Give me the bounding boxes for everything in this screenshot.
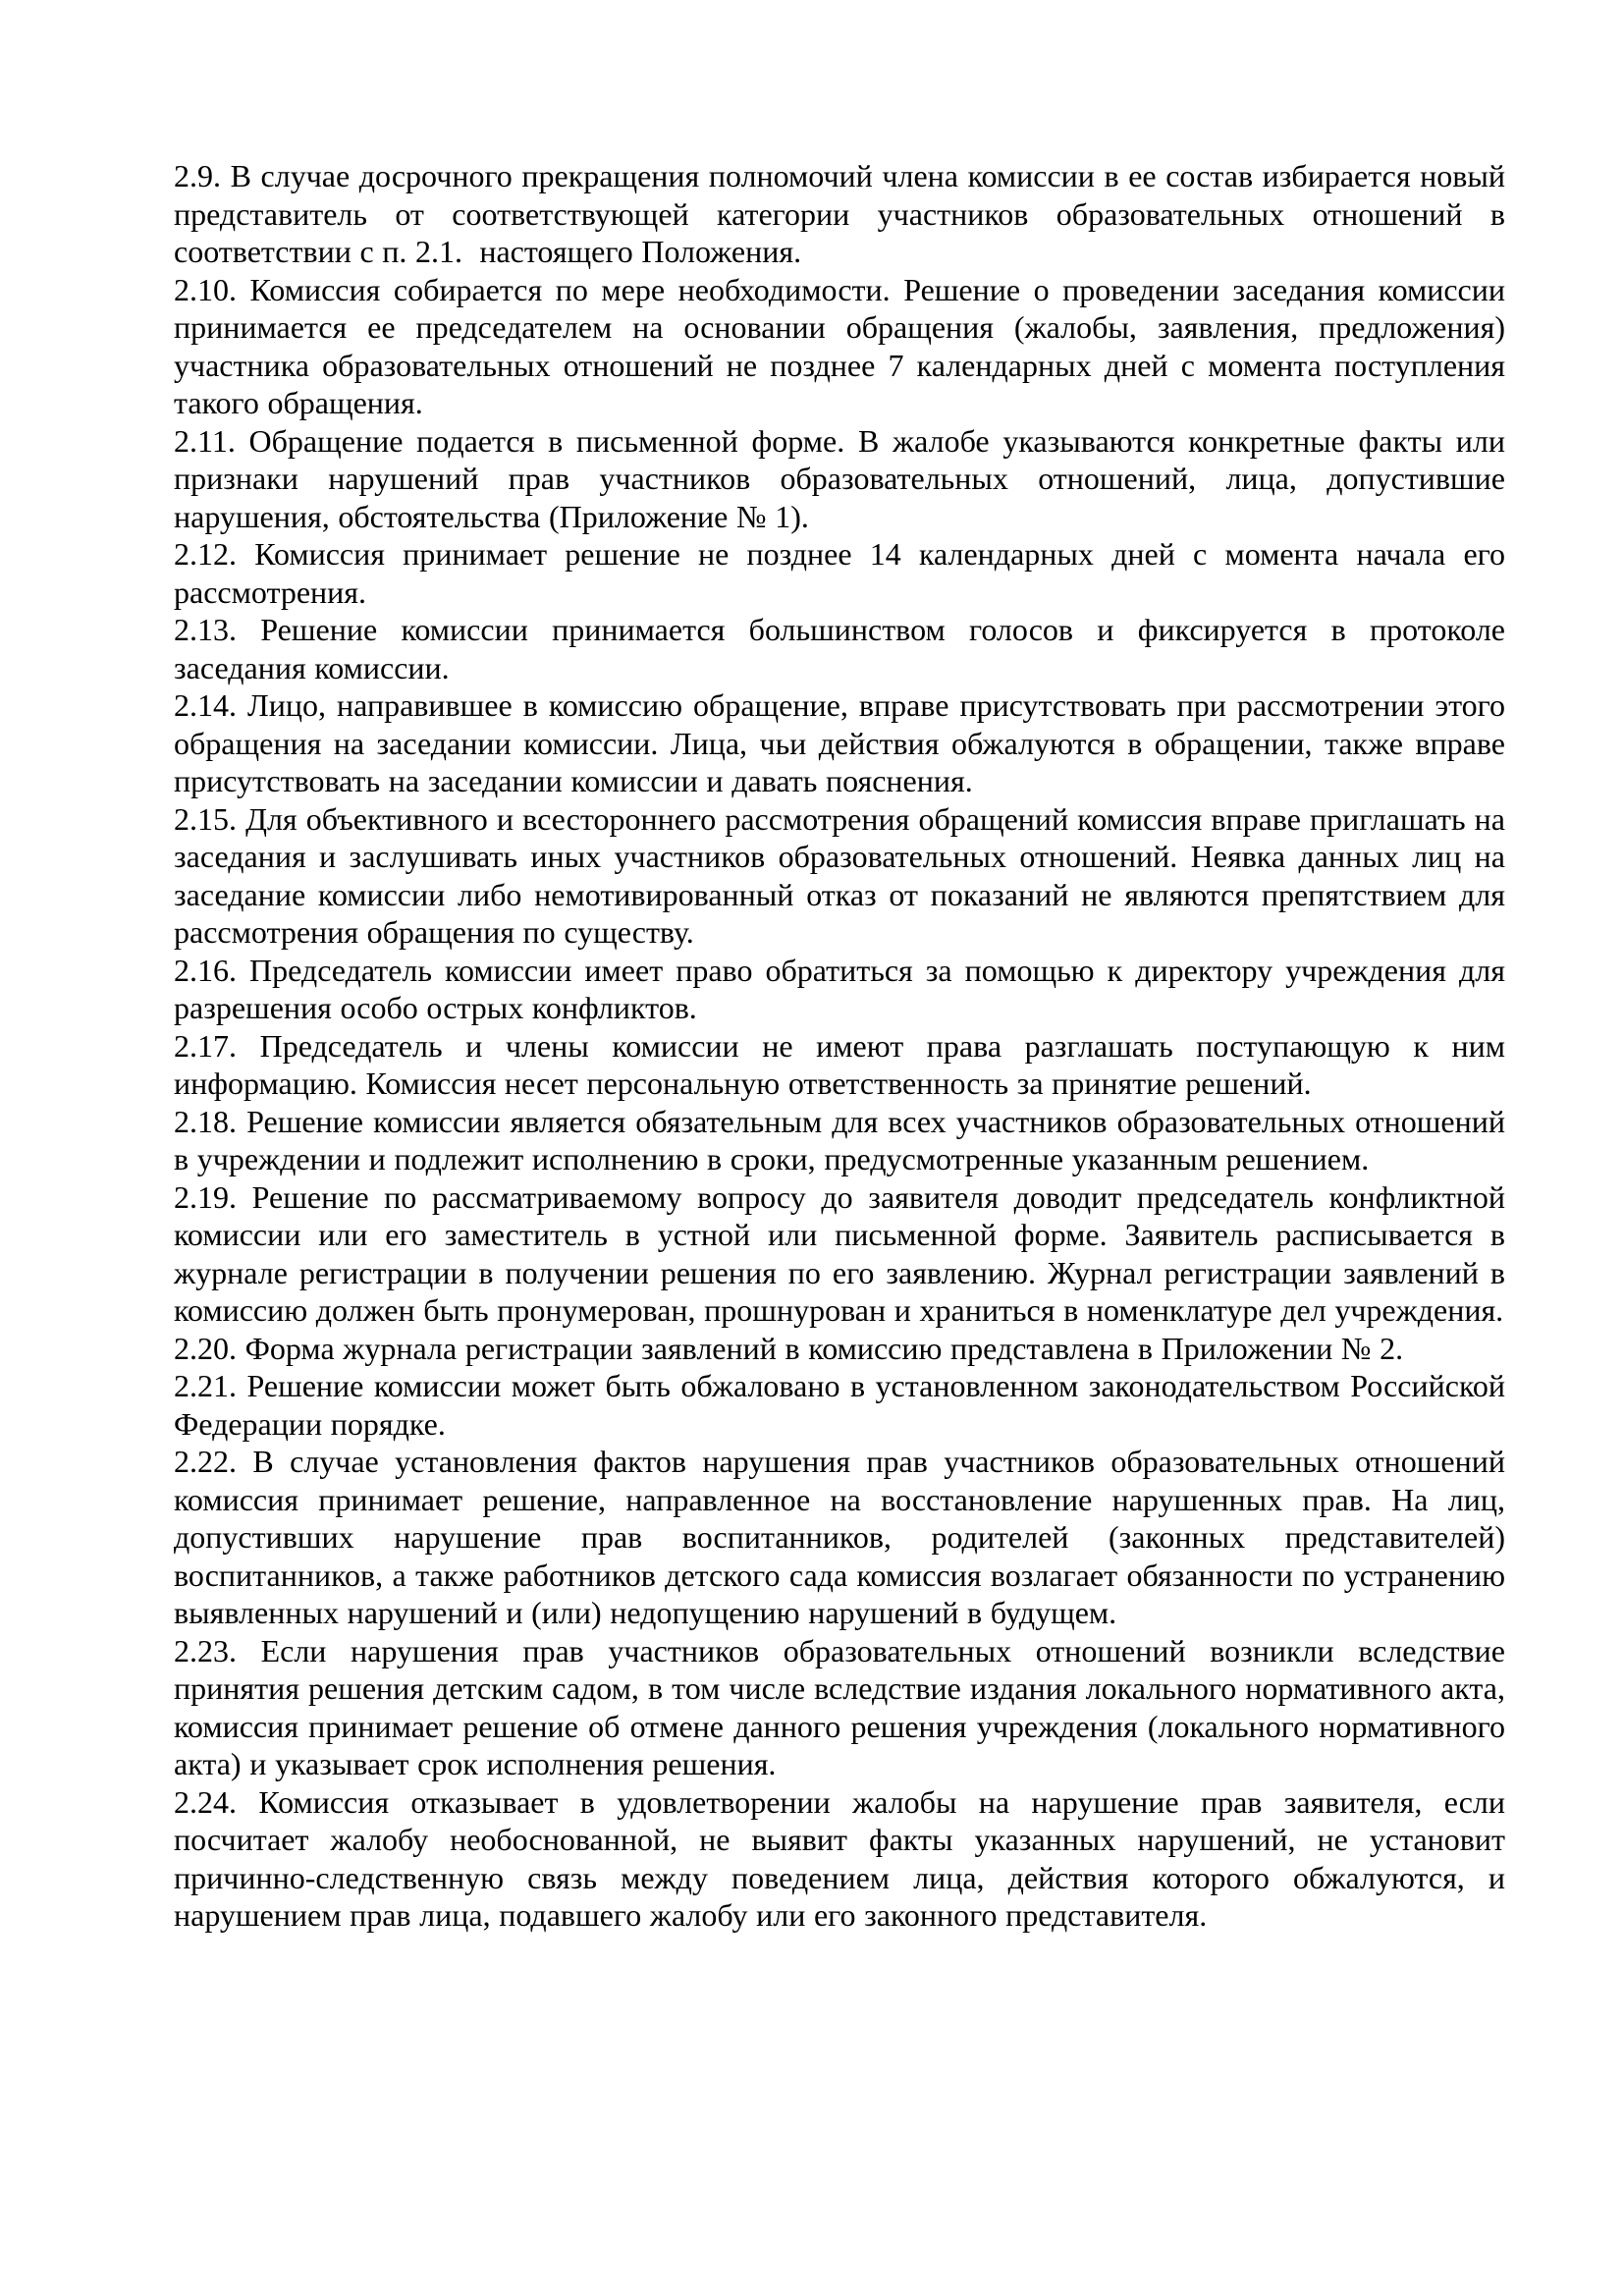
paragraph-2-24: 2.24. Комиссия отказывает в удовлетворении жалобы на нарушение прав заявителя, если посчитает жалобу необоснованной, не выявит факты указанных нарушений, не установит причинно-следственную связь между поведением лица, действия которого обжалуются, и нарушением прав лица, подавшего жалобу или его законного представителя.: [174, 1783, 1505, 1933]
paragraph-2-9: 2.9. В случае досрочного прекращения полномочий члена комиссии в ее состав избирается новый представитель от соответствующей категории участников образовательных отношений в соответствии с п. 2.1. настоящего Положения.: [174, 158, 1505, 269]
paragraph-2-20: 2.20. Форма журнала регистрации заявлений в комиссию представлена в Приложении № 2.: [174, 1330, 1404, 1366]
paragraph-2-11: 2.11. Обращение подается в письменной форме. В жалобе указываются конкретные факты или признаки нарушений прав участников образовательных отношений, лица, допустившие нарушения, обстоятельства (Приложение № 1).: [174, 422, 1505, 534]
paragraph-2-16: 2.16. Председатель комиссии имеет право обратиться за помощью к директору учреждения для разрешения особо острых конфликтов.: [174, 952, 1505, 1025]
paragraph-2-10: 2.10. Комиссия собирается по мере необходимости. Решение о проведении заседания комиссии принимается ее председателем на основании обращения (жалобы, заявления, предложения) участника образовательных отношений не позднее 7 календарных дней с момента поступления такого обращения.: [174, 271, 1505, 420]
paragraph-2-22: 2.22. В случае установления фактов нарушения прав участников образовательных отношений комиссия принимает решение, направленное на восстановление нарушенных прав. На лиц, допустивших нарушение прав воспитанников, родителей (законных представителей) воспитанников, а также работников детского сада комиссия возлагает обязанности по устранению выявленных нарушений и (или) недопущению нарушений в будущем.: [174, 1444, 1505, 1630]
paragraph-2-19: 2.19. Решение по рассматриваемому вопросу до заявителя доводит председатель конфликтной комиссии или его заместитель в устной или письменной форме. Заявитель расписывается в журнале регистрации в получении решения по его заявлению. Журнал регистрации заявлений в комиссию должен быть пронумерован, прошнурован и храниться в номенклатуре дел учреждения.: [174, 1178, 1505, 1328]
paragraph-2-14: 2.14. Лицо, направившее в комиссию обращение, вправе присутствовать при рассмотрении этого обращения на заседании комиссии. Лица, чьи действия обжалуются в обращении, также вправе присутствовать на заседании комиссии и давать пояснения.: [174, 687, 1505, 798]
document-text-block: [174, 157, 1505, 1935]
paragraph-2-17: 2.17. Председатель и члены комиссии не имеют права разглашать поступающую к ним информацию. Комиссия несет персональную ответственность за принятие решений.: [174, 1027, 1505, 1101]
paragraph-2-21: 2.21. Решение комиссии может быть обжаловано в установленном законодательством Российской Федерации порядке.: [174, 1368, 1505, 1442]
paragraph-2-12: 2.12. Комиссия принимает решение не позднее 14 календарных дней с момента начала его рассмотрения.: [174, 536, 1505, 610]
paragraph-2-13: 2.13. Решение комиссии принимается большинством голосов и фиксируется в протоколе заседания комиссии.: [174, 612, 1505, 685]
paragraph-2-23: 2.23. Если нарушения прав участников образовательных отношений возникли вследствие принятия решения детским садом, в том числе вследствие издания локального нормативного акта, комиссия принимает решение об отмене данного решения учреждения (локального нормативного акта) и указывает срок исполнения решения.: [174, 1632, 1505, 1781]
paragraph-2-15: 2.15. Для объективного и всестороннего рассмотрения обращений комиссия вправе приглашать на заседания и заслушивать иных участников образовательных отношений. Неявка данных лиц на заседание комиссии либо немотивированный отказ от показаний не являются препятствием для рассмотрения обращения по существу.: [174, 800, 1505, 950]
paragraph-2-18: 2.18. Решение комиссии является обязательным для всех участников образовательных отношений в учреждении и подлежит исполнению в сроки, предусмотренные указанным решением.: [174, 1103, 1505, 1176]
